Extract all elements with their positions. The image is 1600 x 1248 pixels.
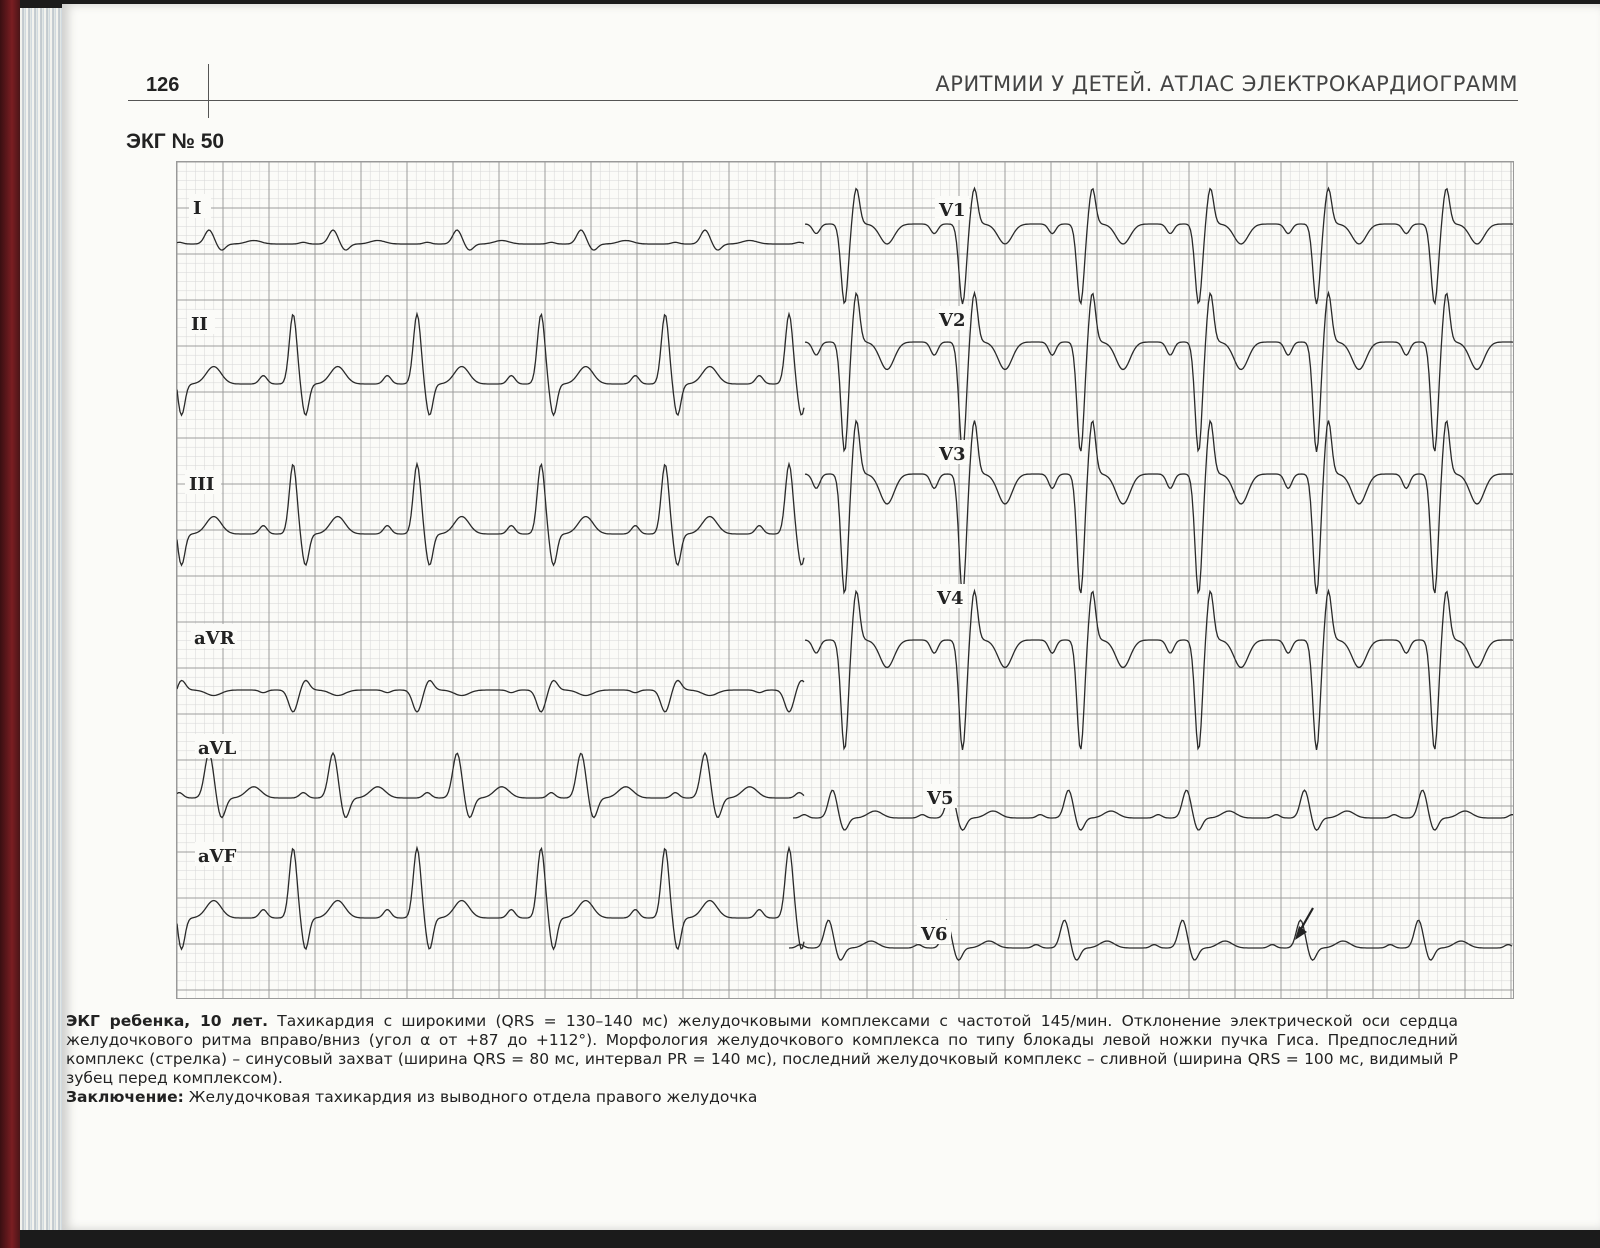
- ecg-strip: [176, 161, 1514, 999]
- lead-label-V3: [935, 440, 969, 465]
- lead-label-I: [189, 194, 211, 219]
- svg-text:V3: V3: [939, 444, 966, 465]
- lead-label-III: [185, 470, 221, 495]
- caption-lead: ЭКГ ребенка, 10 лет.: [66, 1012, 268, 1030]
- svg-text:I: I: [193, 198, 202, 219]
- svg-text:aVL: aVL: [198, 738, 237, 759]
- svg-text:V1: V1: [939, 200, 966, 221]
- conclusion-label: Заключение:: [66, 1088, 184, 1106]
- lead-label-V2: [935, 306, 969, 331]
- svg-text:aVR: aVR: [194, 628, 235, 649]
- lead-label-aVF: [195, 842, 237, 867]
- ecg-grid: [177, 162, 1513, 998]
- lead-label-V5: [923, 784, 957, 809]
- caption-conclusion: [66, 1088, 1458, 1107]
- lead-label-V6: [917, 920, 951, 945]
- svg-text:III: III: [189, 474, 215, 495]
- running-title: АРИТМИИ У ДЕТЕЙ. АТЛАС ЭЛЕКТРОКАРДИОГРАММ: [935, 72, 1518, 96]
- caption-text: Тахикардия с широкими (QRS = 130–140 мс) желудочковыми комплексами с частотой 145/мин. Отклонение электрической оси сердца желудочкового ритма вправо/вниз (угол α от +87 до +112°). Морфология желудочкового комплекса по типу блокады левой ножки пучка Гиса. Предпоследний комплекс (стрелка) – синусовый захват (ширина QRS = 80 мс, интервал PR = 140 мс), последний желудочковый комплекс – сливной (ширина QRS = 100 мс, видимый Р зубец перед комплексом).: [66, 1012, 1458, 1087]
- lead-label-V1: [935, 196, 969, 221]
- lead-label-aVR: [191, 624, 237, 649]
- lead-label-aVL: [195, 734, 239, 759]
- header-rule: [128, 100, 1518, 101]
- svg-text:V5: V5: [927, 788, 954, 809]
- svg-text:aVF: aVF: [198, 846, 237, 867]
- svg-text:V2: V2: [939, 310, 966, 331]
- page-number: 126: [146, 74, 180, 96]
- book-spine: [0, 0, 20, 1248]
- lead-label-II: [187, 310, 215, 335]
- page-edges: [20, 8, 66, 1230]
- svg-text:II: II: [191, 314, 208, 335]
- header-tick: [208, 64, 209, 118]
- conclusion-text: Желудочковая тахикардия из выводного отдела правого желудочка: [183, 1088, 758, 1106]
- ecg-title: ЭКГ № 50: [126, 130, 225, 153]
- lead-label-V4: [933, 584, 967, 609]
- figure-caption: [66, 1012, 1458, 1107]
- svg-text:V6: V6: [921, 924, 948, 945]
- svg-text:V4: V4: [937, 588, 964, 609]
